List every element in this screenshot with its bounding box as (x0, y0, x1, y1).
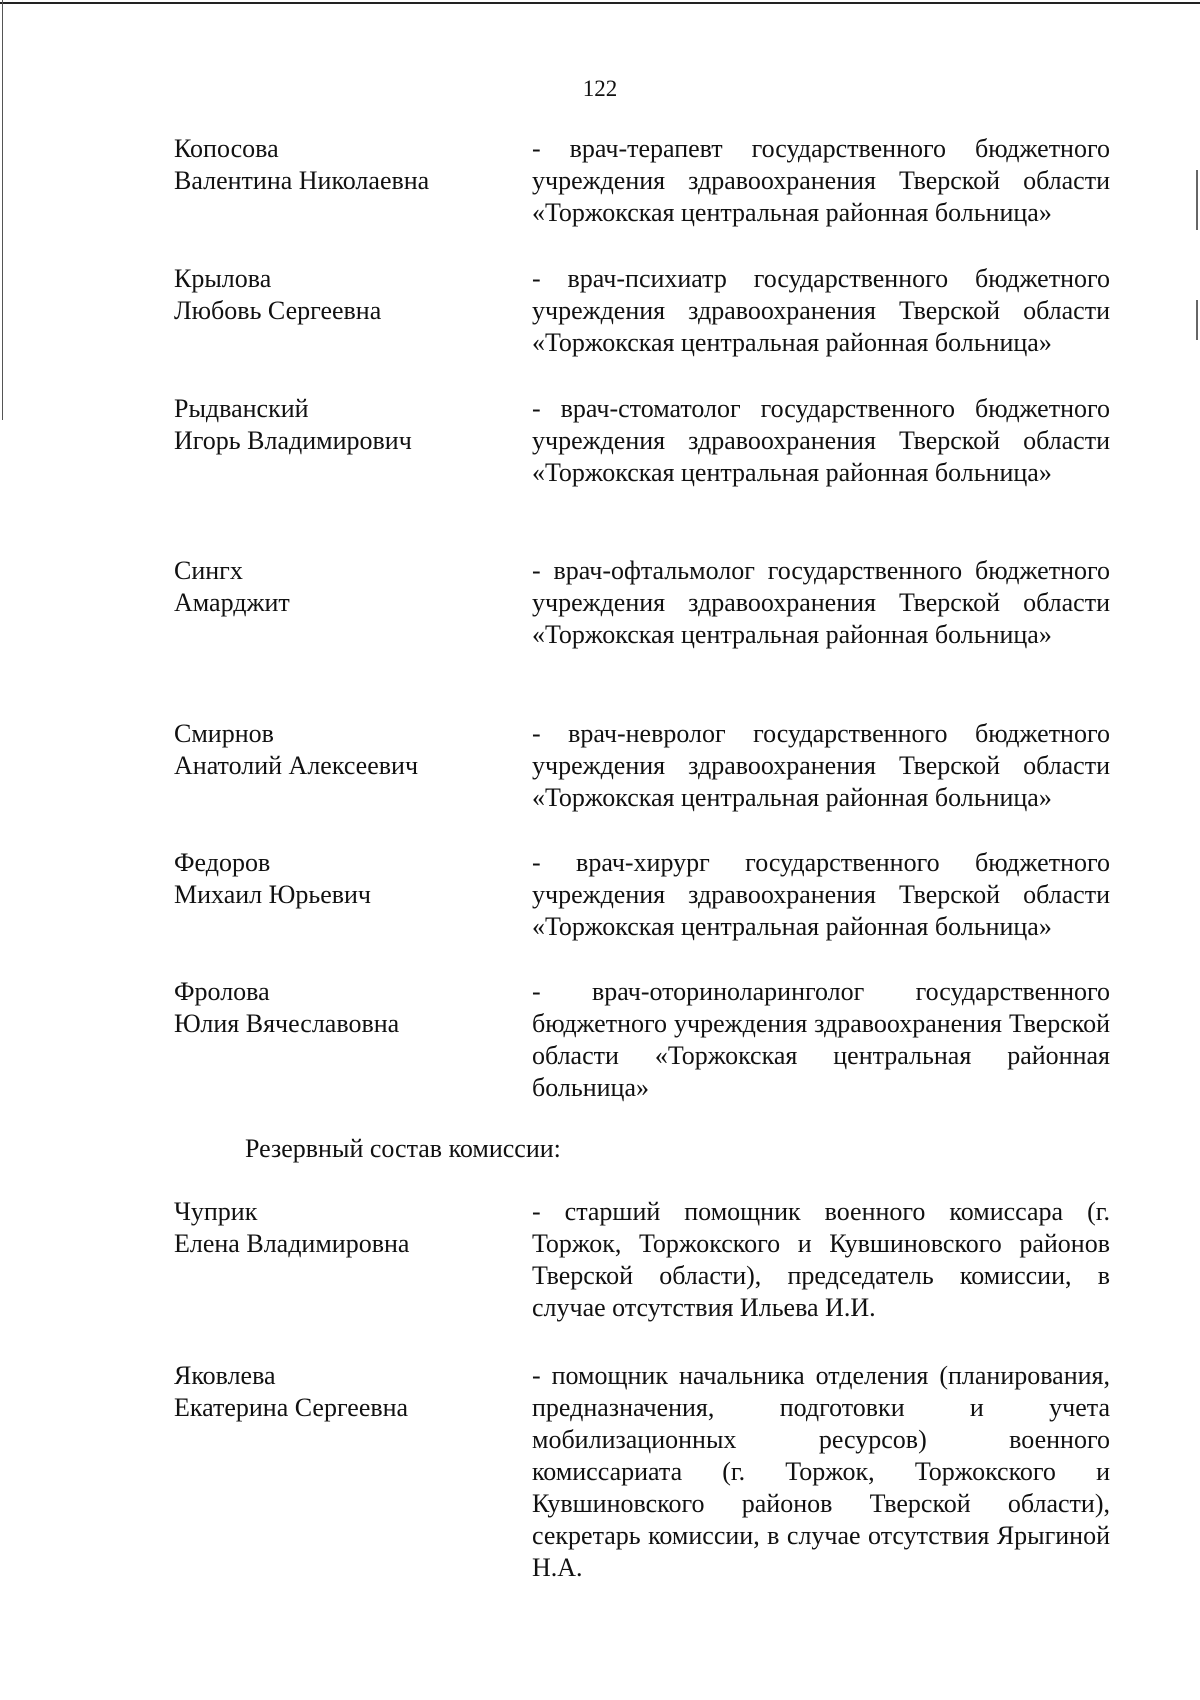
member-name (174, 393, 504, 457)
member-surname: Копосова (174, 134, 279, 163)
member-position: - врач-офтальмолог государственного бюджетного учреждения здравоохранения Тверской области «Торжокская центральная районная больница» (532, 556, 1110, 649)
member-position: - старший помощник военного комиссара (г. Торжок, Торжокского и Кувшиновского районов Тверской области), председатель комиссии, в случае отсутствия Ильева И.И. (532, 1197, 1110, 1322)
member-position: - врач-хирург государственного бюджетного учреждения здравоохранения Тверской области «Торжокская центральная районная больница» (532, 848, 1110, 941)
member-name (174, 1196, 504, 1260)
member-surname: Чуприк (174, 1197, 258, 1226)
member-surname: Крылова (174, 264, 272, 293)
member-given-name: Игорь Владимирович (174, 426, 412, 455)
member-position: - врач-терапевт государственного бюджетного учреждения здравоохранения Тверской области «Торжокская центральная районная больница» (532, 134, 1110, 227)
member-surname: Сингх (174, 556, 243, 585)
member-surname: Смирнов (174, 719, 274, 748)
member-position: - помощник начальника отделения (планирования, предназначения, подготовки и учета мобилизационных ресурсов) военного комиссариата (г. Торжок, Торжокского и Кувшиновского районов Тверской области), секретарь комиссии, в случае отсутствия Ярыгиной Н.А. (532, 1361, 1110, 1582)
member-name (174, 263, 504, 327)
member-name (174, 133, 504, 197)
member-given-name: Михаил Юрьевич (174, 880, 372, 909)
member-given-name: Любовь Сергеевна (174, 296, 382, 325)
member-given-name: Анатолий Алексеевич (174, 751, 419, 780)
scan-border-left (2, 0, 3, 420)
member-given-name: Екатерина Сергеевна (174, 1393, 409, 1422)
member-surname: Рыдванский (174, 394, 309, 423)
reserve-section-heading: Резервный состав комиссии: (245, 1134, 561, 1163)
member-given-name: Елена Владимировна (174, 1229, 410, 1258)
scan-mark-right (1196, 170, 1198, 230)
page-number: 122 (582, 76, 618, 101)
scan-mark-right (1196, 300, 1198, 340)
member-name (174, 847, 504, 911)
member-position: - врач-психиатр государственного бюджетного учреждения здравоохранения Тверской области «Торжокская центральная районная больница» (532, 264, 1110, 357)
member-name (174, 1360, 504, 1424)
member-name (174, 718, 504, 782)
member-name (174, 976, 504, 1040)
member-position: - врач-невролог государственного бюджетного учреждения здравоохранения Тверской области «Торжокская центральная районная больница» (532, 719, 1110, 812)
member-name (174, 555, 504, 619)
member-given-name: Юлия Вячеславовна (174, 1009, 400, 1038)
member-surname: Яковлева (174, 1361, 276, 1390)
member-given-name: Амарджит (174, 588, 290, 617)
scan-border-top (0, 2, 1200, 4)
member-position: - врач-стоматолог государственного бюджетного учреждения здравоохранения Тверской области «Торжокская центральная районная больница» (532, 394, 1110, 487)
member-surname: Федоров (174, 848, 271, 877)
member-given-name: Валентина Николаевна (174, 166, 430, 195)
member-surname: Фролова (174, 977, 270, 1006)
member-position: - врач-оториноларинголог государственного бюджетного учреждения здравоохранения Тверской области «Торжокская центральная районная больница» (532, 977, 1110, 1102)
